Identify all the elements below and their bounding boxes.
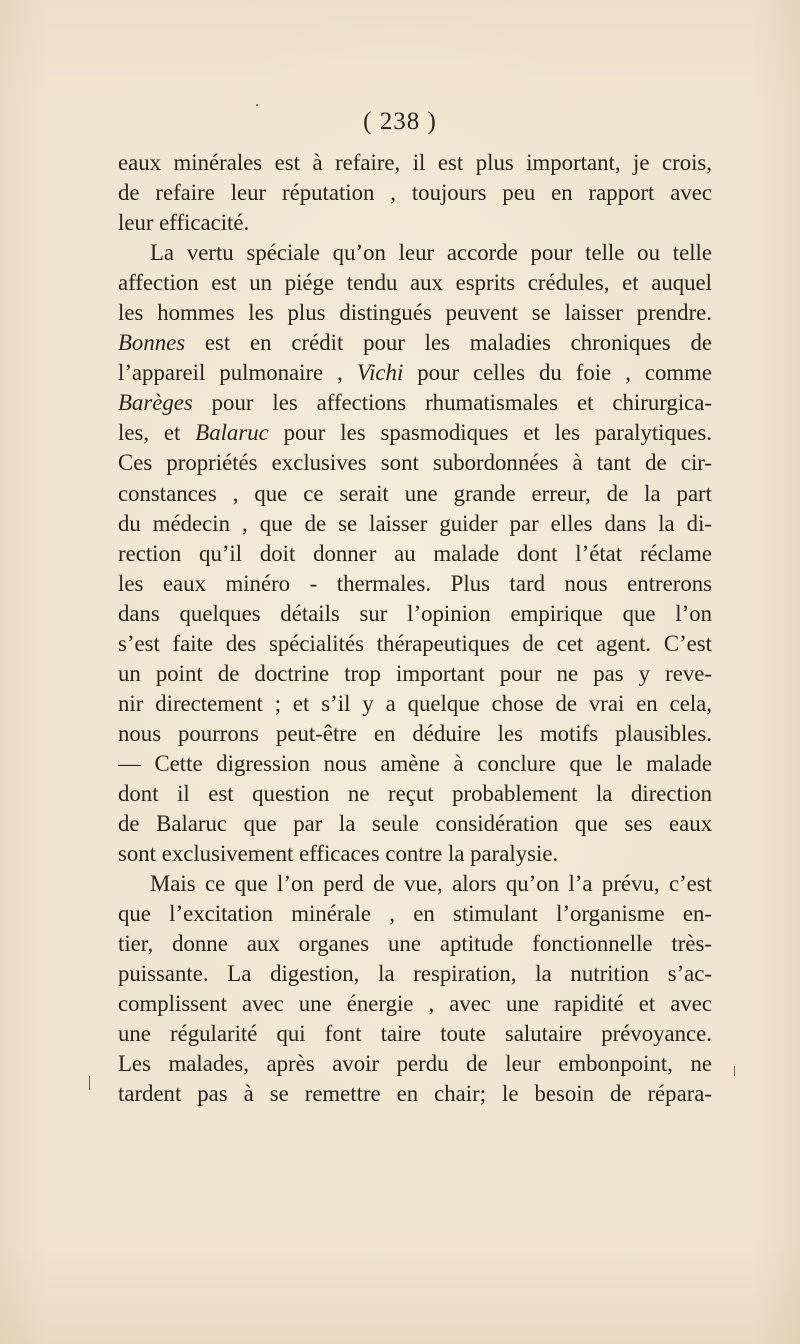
text-line: sont exclusivement efficaces contre la paralysie. bbox=[118, 841, 559, 867]
text-line: leur efficacité. bbox=[118, 210, 250, 236]
text-line: de refaire leur réputation , toujours peu en rapport avec bbox=[118, 180, 712, 206]
text-line: Les malades, après avoir perdu de leur embonpoint, ne bbox=[118, 1051, 712, 1077]
page-number: ( 238 ) bbox=[363, 108, 437, 135]
text-line: rection qu’il doit donner au malade dont l’état réclame bbox=[118, 540, 712, 566]
text-line: Mais ce que l’on perd de vue, alors qu’on l’a prévu, c’est bbox=[150, 871, 712, 897]
text-line: dont il est question ne reçut probablement la direction bbox=[118, 780, 712, 806]
text-line: Bonnes est en crédit pour les maladies chroniques de bbox=[118, 330, 712, 356]
text-line: — Cette digression nous amène à conclure que le malade bbox=[118, 750, 712, 776]
text-line: La vertu spéciale qu’on leur accorde pour telle ou telle bbox=[150, 240, 712, 266]
text-line: du médecin , que de se laisser guider par elles dans la di- bbox=[118, 510, 712, 536]
text-line: nous pourrons peut-être en déduire les motifs plausibles. bbox=[118, 720, 712, 746]
body-text bbox=[118, 148, 712, 1110]
text-line: s’est faite des spécialités thérapeutiques de cet agent. C’est bbox=[118, 630, 712, 656]
text-line: affection est un piége tendu aux esprits crédules, et auquel bbox=[118, 270, 712, 296]
text-line: eaux minérales est à refaire, il est plus important, je crois, bbox=[118, 150, 712, 175]
text-line: constances , que ce serait une grande erreur, de la part bbox=[118, 480, 712, 506]
paper-speck bbox=[256, 104, 258, 106]
paper-speck bbox=[89, 1076, 90, 1090]
text-line: Ces propriétés exclusives sont subordonnées à tant de cir- bbox=[118, 450, 712, 476]
text-line: l’appareil pulmonaire , Vichi pour celles du foie , comme bbox=[118, 360, 712, 386]
text-line: les, et Balaruc pour les spasmodiques et les paralytiques. bbox=[118, 420, 712, 446]
text-line: tardent pas à se remettre en chair; le besoin de répara- bbox=[118, 1081, 712, 1107]
text-line: les eaux minéro - thermales. Plus tard nous entrerons bbox=[118, 570, 712, 596]
text-line: puissante. La digestion, la respiration, la nutrition s’ac- bbox=[118, 961, 712, 987]
text-line: les hommes les plus distingués peuvent se laisser prendre. bbox=[118, 300, 712, 326]
text-line: une régularité qui font taire toute salutaire prévoyance. bbox=[118, 1021, 712, 1047]
text-line: de Balaruc que par la seule considération que ses eaux bbox=[118, 811, 712, 837]
text-line: dans quelques détails sur l’opinion empirique que l’on bbox=[118, 600, 712, 626]
paper-speck bbox=[734, 1066, 735, 1076]
text-line: complissent avec une énergie , avec une rapidité et avec bbox=[118, 991, 712, 1017]
text-line: que l’excitation minérale , en stimulant l’organisme en- bbox=[118, 901, 712, 927]
text-line: nir directement ; et s’il y a quelque chose de vrai en cela, bbox=[118, 690, 712, 716]
text-line: tier, donne aux organes une aptitude fonctionnelle très- bbox=[118, 931, 712, 957]
text-line: un point de doctrine trop important pour ne pas y reve- bbox=[118, 660, 712, 686]
text-line: Barèges pour les affections rhumatismales et chirurgica- bbox=[118, 390, 712, 416]
